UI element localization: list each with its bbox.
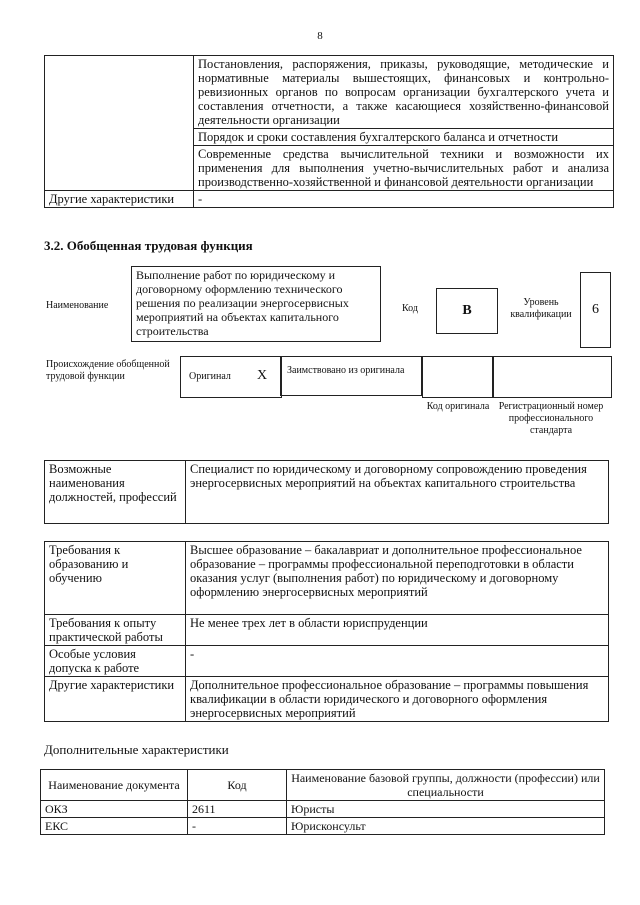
table-row bbox=[45, 56, 614, 129]
section-heading: 3.2. Обобщенная трудовая функция bbox=[44, 238, 253, 253]
borrowed-cell: Заимствовано из оригинала bbox=[280, 356, 422, 396]
row-label: Возможные наименования должностей, профессий bbox=[45, 461, 186, 524]
row-label bbox=[45, 56, 194, 191]
code-value-box: В bbox=[436, 288, 498, 334]
original-mark: X bbox=[257, 368, 268, 383]
cell-code: 2611 bbox=[188, 801, 287, 818]
table-row bbox=[45, 646, 609, 677]
header-code: Код bbox=[188, 770, 287, 801]
row-value: Постановления, распоряжения, приказы, руководящие, методические и нормативные материалы вышестоящих, финансовых и контрольно-ревизионных органов по вопросам организации бухгалтерского учета и составления отчетности, а также касающиеся хозяйственно-финансовой деятельности организации bbox=[194, 56, 614, 129]
row-value: Порядок и сроки составления бухгалтерского баланса и отчетности bbox=[194, 129, 614, 146]
row-label: Требования к образованию и обучению bbox=[45, 542, 186, 615]
row-value: Специалист по юридическому и договорному сопровождению проведения энергосервисных мероприятий на объектах капитального строительства bbox=[186, 461, 609, 524]
knowledge-table bbox=[44, 55, 614, 208]
requirements-table bbox=[44, 541, 609, 722]
page-number: 8 bbox=[317, 30, 323, 42]
row-value: - bbox=[186, 646, 609, 677]
table-row bbox=[41, 801, 605, 818]
table-row bbox=[45, 191, 614, 208]
reg-number-cell bbox=[492, 356, 612, 398]
cell-group: Юристы bbox=[287, 801, 605, 818]
table-row bbox=[45, 542, 609, 615]
row-label: Другие характеристики bbox=[45, 191, 194, 208]
table-row bbox=[45, 677, 609, 722]
code-original-label: Код оригинала bbox=[426, 401, 490, 412]
positions-table bbox=[44, 460, 609, 524]
row-label: Требования к опыту практической работы bbox=[45, 615, 186, 646]
header-group: Наименование базовой группы, должности (профессии) или специальности bbox=[287, 770, 605, 801]
additional-heading: Дополнительные характеристики bbox=[44, 742, 229, 757]
row-value: Не менее трех лет в области юриспруденции bbox=[186, 615, 609, 646]
origin-label: Происхождение обобщенной трудовой функции bbox=[46, 359, 170, 382]
original-cell bbox=[180, 356, 282, 398]
cell-document: ОКЗ bbox=[41, 801, 188, 818]
original-label: Оригинал bbox=[189, 371, 231, 382]
table-row bbox=[45, 461, 609, 524]
row-value: Современные средства вычислительной техники и возможности их применения для выполнения учетно-вычислительных работ и анализа производственно-хозяйственной и финансовой деятельности организации bbox=[194, 146, 614, 191]
code-label: Код bbox=[402, 303, 418, 314]
row-label: Особые условия допуска к работе bbox=[45, 646, 186, 677]
table-row bbox=[41, 818, 605, 835]
row-label: Другие характеристики bbox=[45, 677, 186, 722]
level-value-box: 6 bbox=[580, 272, 611, 348]
cell-code: - bbox=[188, 818, 287, 835]
cell-group: Юрисконсульт bbox=[287, 818, 605, 835]
row-value: Высшее образование – бакалавриат и дополнительное профессиональное образование – программы профессиональной переподготовки в области оказания услуг (выполнения работ) по юридическому и договорному оформлению энергосервисных мероприятий bbox=[186, 542, 609, 615]
table-header-row bbox=[41, 770, 605, 801]
additional-table bbox=[40, 769, 605, 835]
table-row bbox=[45, 615, 609, 646]
reg-number-label: Регистрационный номер профессионального стандарта bbox=[498, 401, 604, 436]
row-value: Дополнительное профессиональное образование – программы повышения квалификации в области юридического и договорного оформления энергосервисных мероприятий bbox=[186, 677, 609, 722]
function-name-box: Выполнение работ по юридическому и договорному оформлению технического решения по реализации энергосервисных мероприятий на объектах капитального строительства bbox=[131, 266, 381, 342]
code-original-cell bbox=[422, 356, 494, 398]
row-value: - bbox=[194, 191, 614, 208]
name-label: Наименование bbox=[46, 300, 109, 311]
level-label: Уровень квалификации bbox=[510, 297, 572, 320]
cell-document: ЕКС bbox=[41, 818, 188, 835]
header-document: Наименование документа bbox=[41, 770, 188, 801]
